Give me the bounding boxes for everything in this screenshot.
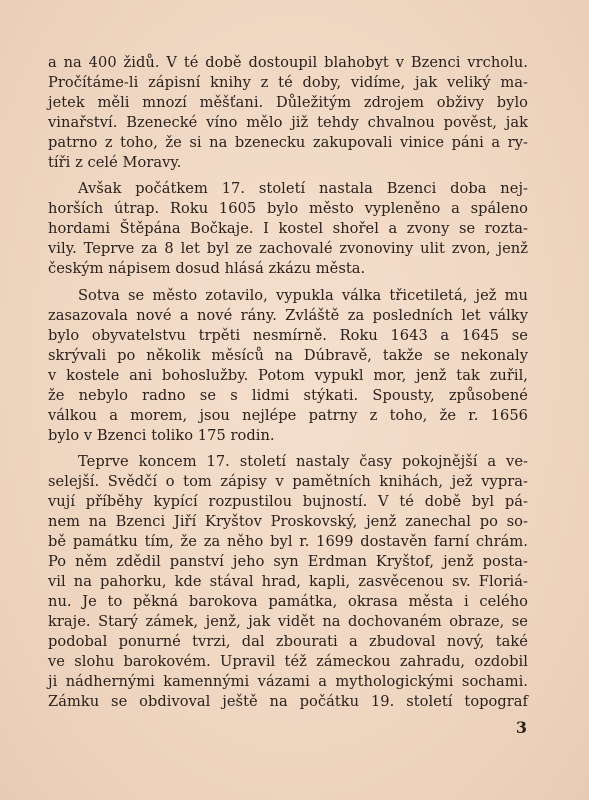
paragraph (48, 452, 528, 713)
text-line: podobal ponurné tvrzi, dal zbourati a zbudoval nový, také (48, 633, 528, 651)
paragraph (48, 53, 528, 173)
text-line: vily. Teprve za 8 let byl ze zachovalé zvonoviny ulit zvon, jenž (48, 240, 528, 258)
text-line: v kostele ani bohoslužby. Potom vypukl mor, jenž tak zuřil, (48, 366, 528, 384)
text-line: vil na pahorku, kde stával hrad, kapli, zasvěcenou sv. Floriá- (48, 573, 528, 591)
text-line: Sotva se město zotavilo, vypukla válka třicetiletá, jež mu (78, 286, 528, 304)
paragraph (48, 179, 528, 279)
text-line: patrno z toho, že si na bzenecku zakupovali vinice páni a ry- (48, 134, 528, 152)
text-line: skrývali po několik měsíců na Dúbravě, takže se nekonaly (48, 346, 528, 364)
text-line: vinařství. Bzenecké víno mělo již tehdy chvalnou pověst, jak (48, 114, 528, 132)
text-line: Avšak počátkem 17. století nastala Bzenci doba nej- (78, 180, 528, 198)
text-line: ji nádhernými kamennými vázami a mythologickými sochami. (48, 673, 528, 691)
text-line: Pročítáme-li zápisní knihy z té doby, vidíme, jak veliký ma- (48, 74, 528, 92)
text-line: vují příběhy kypící rozpustilou bujností. V té době byl pá- (48, 492, 528, 510)
text-line: ve slohu barokovém. Upravil též zámeckou zahradu, ozdobil (48, 653, 528, 671)
text-line: válkou a morem, jsou nejlépe patrny z toho, že r. 1656 (48, 406, 528, 424)
text-line: bě památku tím, že za něho byl r. 1699 dostavěn farní chrám. (48, 533, 528, 551)
text-line: bylo v Bzenci toliko 175 rodin. (48, 426, 275, 444)
text-line: tíři z celé Moravy. (48, 154, 182, 172)
text-line: horších útrap. Roku 1605 bylo město vypleněno a spáleno (48, 200, 528, 218)
page-number: 3 (515, 718, 527, 737)
text-line: Zámku se obdivoval ještě na počátku 19. století topograf (48, 693, 528, 711)
text-line: kraje. Starý zámek, jenž, jak vidět na dochovaném obraze, se (48, 613, 528, 631)
text-line: jetek měli mnozí měšťani. Důležitým zdrojem obživy bylo (48, 94, 528, 112)
text-line: nem na Bzenci Jiří Kryštov Proskovský, jenž zanechal po so- (48, 513, 528, 531)
text-line: zasazovala nové a nové rány. Zvláště za posledních let války (48, 306, 528, 324)
text-line: bylo obyvatelstvu trpěti nesmírně. Roku 1643 a 1645 se (48, 326, 528, 344)
text-line: Po něm zdědil panství jeho syn Erdman Kryštof, jenž posta- (48, 553, 528, 571)
page-text (48, 53, 528, 713)
text-line: selejší. Svědčí o tom zápisy v pamětních knihách, jež vypra- (48, 472, 528, 490)
text-line: nu. Je to pěkná barokova památka, okrasa města i celého (48, 593, 528, 611)
text-line: a na 400 židů. V té době dostoupil blahobyt v Bzenci vrcholu. (48, 54, 528, 71)
text-line: Teprve koncem 17. století nastaly časy pokojnější a ve- (78, 452, 528, 470)
text-line: hordami Štěpána Bočkaje. I kostel shořel a zvony se rozta- (48, 220, 528, 238)
paragraph (48, 286, 528, 446)
text-line: že nebylo radno se s lidmi stýkati. Spousty, způsobené (48, 386, 528, 404)
text-line: českým nápisem dosud hlásá zkázu města. (48, 260, 366, 278)
